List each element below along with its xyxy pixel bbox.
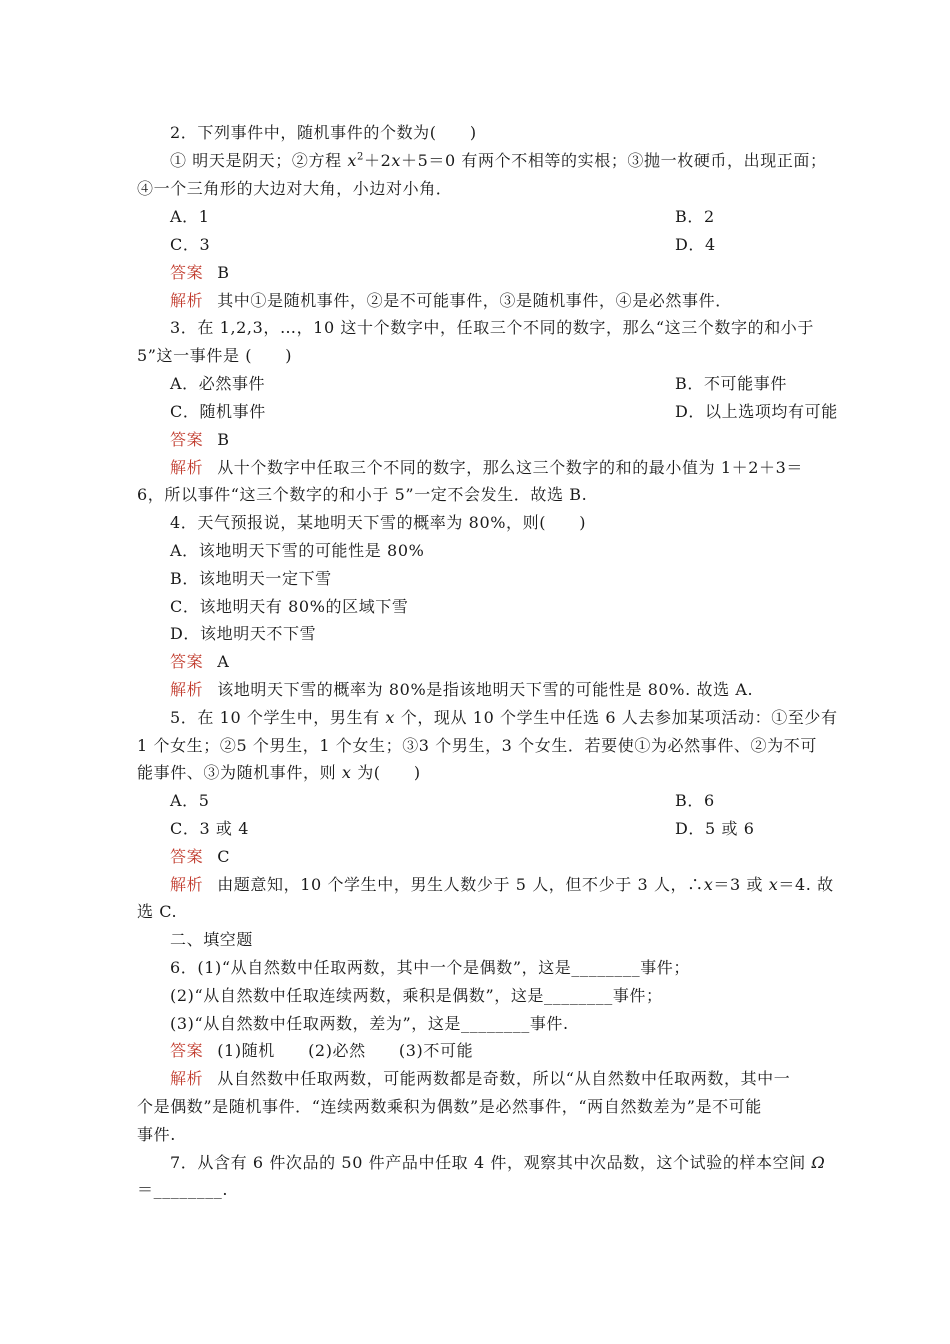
answer-label: 答案 <box>170 430 204 449</box>
option-b: B．6 <box>675 791 715 810</box>
q5-explanation-line2: 选 C. <box>137 902 178 921</box>
q3-stem-line1: 3．在 1,2,3，…，10 这十个数字中，任取三个不同的数字，那么“这三个数字的和小于 <box>170 318 815 337</box>
q4-option-b: B．该地明天一定下雪 <box>170 569 332 588</box>
option-d: D．5 或 6 <box>675 819 755 838</box>
q7-stem-line2: ＝________. <box>137 1180 229 1199</box>
q6-answer: 答案 (1)随机 (2)必然 (3)不可能 <box>170 1041 474 1060</box>
option-d: D．以上选项均有可能 <box>675 402 838 421</box>
option-d: D．4 <box>675 235 716 254</box>
explanation-label: 解析 <box>170 1069 204 1088</box>
q6-part3: (3)“从自然数中任取两数，差为”，这是________事件. <box>170 1014 569 1033</box>
option-a: A．5 <box>170 791 210 810</box>
q5-answer: 答案 C <box>170 847 231 866</box>
q5-options-cd <box>170 819 850 839</box>
explanation-label: 解析 <box>170 291 204 310</box>
q2-explanation: 解析 其中①是随机事件，②是不可能事件，③是随机事件，④是必然事件． <box>170 291 732 310</box>
option-b: B．不可能事件 <box>675 374 787 393</box>
option-c: C．随机事件 <box>170 402 266 421</box>
q2-items-line1: ① 明天是阴天；②方程 $x^2+2x+5=0$ 有两个不相等的实根；③抛一枚硬币，出现正面； <box>170 151 827 170</box>
explanation-label: 解析 <box>170 875 204 894</box>
explanation-label: 解析 <box>170 458 204 477</box>
answer-label: 答案 <box>170 1041 204 1060</box>
answer-label: 答案 <box>170 847 204 866</box>
q6-part2: (2)“从自然数中任取连续两数，乘积是偶数”，这是________事件； <box>170 986 663 1005</box>
explanation-label: 解析 <box>170 680 204 699</box>
section-heading: 二、填空题 <box>170 930 254 949</box>
q5-stem-line1: 5．在 10 个学生中，男生有 x 个，现从 10 个学生中任选 6 人去参加某项活动：①至少有 <box>170 708 838 727</box>
q4-option-c: C．该地明天有 80%的区域下雪 <box>170 597 409 616</box>
option-b: B．2 <box>675 207 715 226</box>
q7-stem-line1: 7．从含有 6 件次品的 50 件产品中任取 4 件，观察其中次品数，这个试验的样本空间 Ω <box>170 1153 826 1172</box>
q2-options-ab <box>170 207 850 227</box>
q3-answer: 答案 B <box>170 430 230 449</box>
q6-part1: 6．(1)“从自然数中任取两数，其中一个是偶数”，这是________事件； <box>170 958 691 977</box>
q2-options-cd <box>170 235 850 255</box>
q6-explanation-line1: 解析 从自然数中任取两数，可能两数都是奇数，所以“从自然数中任取两数，其中一 <box>170 1069 791 1088</box>
q4-answer: 答案 A <box>170 652 230 671</box>
q3-options-ab <box>170 374 850 394</box>
q2-items-line2: ④一个三角形的大边对大角，小边对小角． <box>137 179 453 198</box>
answer-label: 答案 <box>170 263 204 282</box>
q5-explanation-line1: 解析 由题意知，10 个学生中，男生人数少于 5 人，但不少于 3 人，∴x＝3 或 x＝4. 故 <box>170 875 834 894</box>
option-a: A．必然事件 <box>170 374 266 393</box>
q5-stem-line2: 1 个女生；②5 个男生，1 个女生；③3 个男生，3 个女生．若要使①为必然事件、②为不可 <box>137 736 817 755</box>
q6-explanation-line2: 个是偶数”是随机事件．“连续两数乘积为偶数”是必然事件，“两自然数差为”是不可能 <box>137 1097 762 1116</box>
q4-option-d: D．该地明天不下雪 <box>170 624 317 643</box>
option-c: C．3 或 4 <box>170 819 249 838</box>
q5-stem-line3: 能事件、③为随机事件，则 x 为( ) <box>137 763 421 782</box>
q6-explanation-line3: 事件. <box>137 1125 176 1144</box>
q3-explanation-line2: 6，所以事件“这三个数字的和小于 5”一定不会发生．故选 B. <box>137 485 588 504</box>
q2-answer: 答案 B <box>170 263 230 282</box>
q2-stem: 2．下列事件中，随机事件的个数为( ) <box>170 123 477 142</box>
q3-explanation-line1: 解析 从十个数字中任取三个不同的数字，那么这三个数字的和的最小值为 1＋2＋3＝ <box>170 458 804 477</box>
q3-options-cd <box>170 402 850 422</box>
q4-option-a: A．该地明天下雪的可能性是 80% <box>170 541 425 560</box>
option-a: A．1 <box>170 207 210 226</box>
q4-stem: 4．天气预报说，某地明天下雪的概率为 80%，则( ) <box>170 513 587 532</box>
q5-options-ab <box>170 791 850 811</box>
option-c: C．3 <box>170 235 211 254</box>
q3-stem-line2: 5”这一事件是 ( ) <box>137 346 293 365</box>
q4-explanation: 解析 该地明天下雪的概率为 80%是指该地明天下雪的可能性是 80%. 故选 A. <box>170 680 754 699</box>
answer-label: 答案 <box>170 652 204 671</box>
